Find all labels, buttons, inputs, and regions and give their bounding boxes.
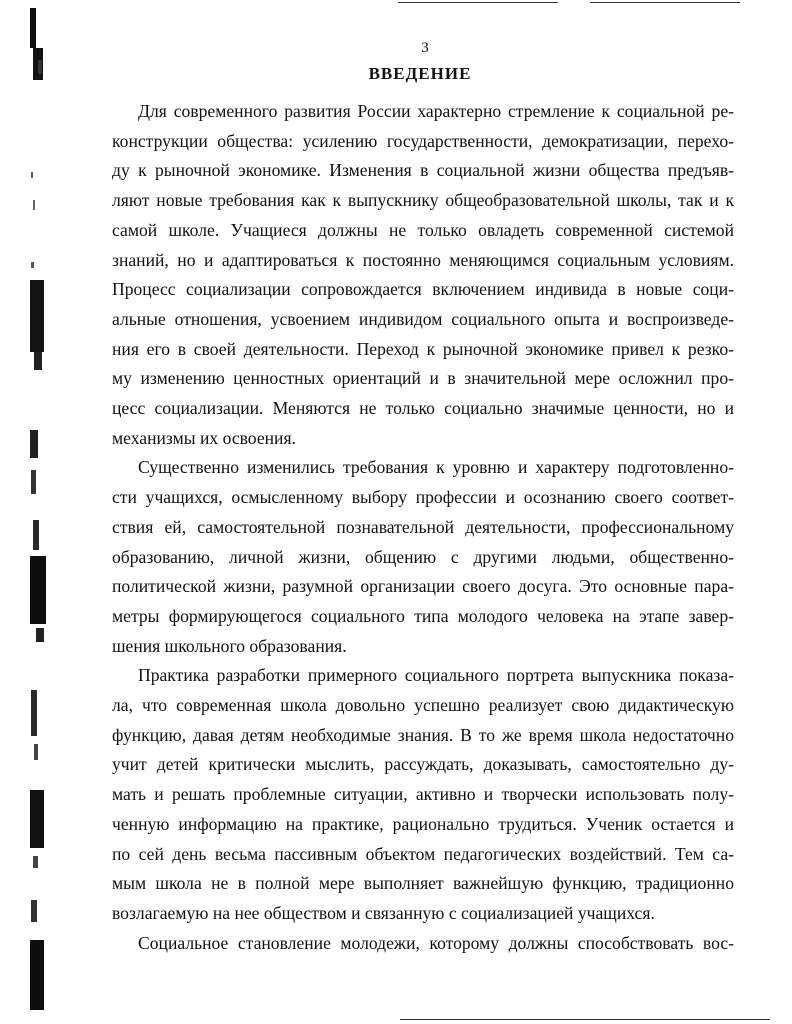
paragraph <box>112 661 734 928</box>
text-line: возлагаемую на нее обществом и связанную с социализацией учащихся. <box>112 902 655 923</box>
text-line: ду к рыночной экономике. Изменения в социальной жизни общества предъяв- <box>112 160 734 181</box>
text-line: ла, что современная школа довольно успешно реализует свою дидактическую <box>112 695 734 716</box>
text-line: учит детей критически мыслить, рассуждать, доказывать, самостоятельно ду- <box>112 754 734 775</box>
text-line: политической жизни, разумной организации своего досуга. Это основные пара- <box>112 576 734 597</box>
text-line: образованию, личной жизни, общению с другими людьми, общественно- <box>112 546 734 567</box>
text-line: конструкции общества: усилению государственности, демократизации, перехо- <box>112 130 734 151</box>
text-line: Практика разработки примерного социального портрета выпускника показа- <box>138 665 734 686</box>
document-body <box>112 97 734 958</box>
text-line: сти учащихся, осмысленному выбору профессии и осознанию своего соответ- <box>112 487 734 508</box>
text-line: ствия ей, самостоятельной познавательной деятельности, профессиональному <box>112 516 734 537</box>
binding-edge-scan-artifact <box>0 0 70 1024</box>
text-line: ченную информацию на практике, рационально трудиться. Ученик остается и <box>112 813 734 834</box>
text-line: мым школа не в полной мере выполняет важнейшую функцию, традиционно <box>112 873 734 894</box>
text-line: Существенно изменились требования к уровню и характеру подготовленно- <box>138 457 734 478</box>
page-title: ВВЕДЕНИЕ <box>368 64 472 83</box>
text-line: по сей день весьма пассивным объектом педагогических воздействий. Тем са- <box>112 843 734 864</box>
text-line: самой школе. Учащиеся должны не только овладеть современной системой <box>112 219 734 240</box>
text-line: Для современного развития России характерно стремление к социальной ре- <box>138 101 734 121</box>
text-line: Социальное становление молодежи, которому должны способствовать вос- <box>138 932 734 953</box>
top-scan-line <box>590 2 740 3</box>
text-line: му изменению ценностных ориентаций и в значительной мере осложнил про- <box>112 368 734 389</box>
bottom-scan-line <box>400 1019 770 1020</box>
text-line: ляют новые требования как к выпускнику общеобразовательной школы, так и к <box>112 190 734 211</box>
text-line: альные отношения, усвоением индивидом социального опыта и воспроизведе- <box>112 308 734 329</box>
paragraph <box>112 929 734 959</box>
text-line: шения школьного образования. <box>112 635 347 656</box>
text-line: механизмы их освоения. <box>112 427 296 448</box>
paragraph <box>112 97 734 453</box>
paragraph <box>112 453 734 661</box>
text-line: ния его в своей деятельности. Переход к рыночной экономике привел к резко- <box>112 338 734 359</box>
text-line: знаний, но и адаптироваться к постоянно меняющимся социальным условиям. <box>112 249 734 270</box>
text-line: Процесс социализации сопровождается включением индивида в новые соци- <box>112 279 734 300</box>
text-line: мать и решать проблемные ситуации, активно и творчески использовать полу- <box>112 784 734 805</box>
top-scan-line <box>398 2 558 3</box>
text-line: функцию, давая детям необходимые знания. В то же время школа недостаточно <box>112 724 734 745</box>
text-line: цесс социализации. Меняются не только социально значимые ценности, но и <box>112 398 734 419</box>
text-line: метры формирующегося социального типа молодого человека на этапе завер- <box>112 605 734 626</box>
page-number: 3 <box>421 40 429 56</box>
